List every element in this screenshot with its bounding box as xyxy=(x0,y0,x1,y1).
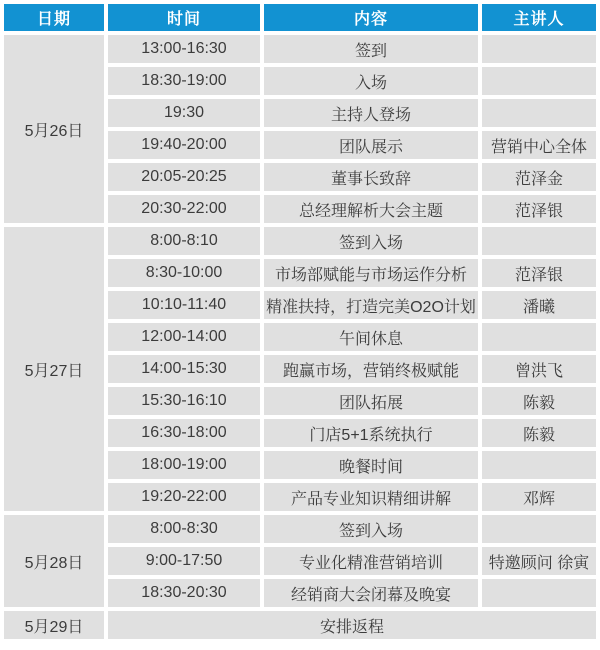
speaker-cell: 陈毅 xyxy=(482,419,596,447)
time-cell: 18:30-19:00 xyxy=(108,67,260,95)
speaker-cell xyxy=(482,67,596,95)
time-cell: 14:00-15:30 xyxy=(108,355,260,383)
content-cell: 团队拓展 xyxy=(264,387,478,415)
speaker-cell xyxy=(482,451,596,479)
speaker-cell xyxy=(482,227,596,255)
content-cell: 市场部赋能与市场运作分析 xyxy=(264,259,478,287)
speaker-cell: 曾洪飞 xyxy=(482,355,596,383)
speaker-cell xyxy=(482,515,596,543)
content-cell: 总经理解析大会主题 xyxy=(264,195,478,223)
speaker-cell: 范泽银 xyxy=(482,259,596,287)
content-cell: 主持人登场 xyxy=(264,99,478,127)
time-cell: 19:20-22:00 xyxy=(108,483,260,511)
speaker-cell xyxy=(482,35,596,63)
schedule-row xyxy=(4,515,596,543)
content-cell: 午间休息 xyxy=(264,323,478,351)
speaker-cell: 陈毅 xyxy=(482,387,596,415)
schedule-row xyxy=(4,611,596,639)
time-cell: 10:10-11:40 xyxy=(108,291,260,319)
header-date: 日期 xyxy=(4,4,104,31)
content-cell: 产品专业知识精细讲解 xyxy=(264,483,478,511)
content-cell: 门店5+1系统执行 xyxy=(264,419,478,447)
time-cell: 20:30-22:00 xyxy=(108,195,260,223)
speaker-cell xyxy=(482,323,596,351)
speaker-cell: 特邀顾问 徐寅 xyxy=(482,547,596,575)
content-cell: 入场 xyxy=(264,67,478,95)
header-speaker: 主讲人 xyxy=(482,4,596,31)
content-cell: 团队展示 xyxy=(264,131,478,159)
speaker-cell: 营销中心全体 xyxy=(482,131,596,159)
schedule-body xyxy=(4,35,596,639)
speaker-cell xyxy=(482,99,596,127)
header-row xyxy=(4,4,596,31)
time-cell: 13:00-16:30 xyxy=(108,35,260,63)
time-cell: 20:05-20:25 xyxy=(108,163,260,191)
content-cell: 签到入场 xyxy=(264,227,478,255)
speaker-cell: 范泽银 xyxy=(482,195,596,223)
time-cell: 12:00-14:00 xyxy=(108,323,260,351)
merged-content-cell: 安排返程 xyxy=(108,611,596,639)
speaker-cell: 范泽金 xyxy=(482,163,596,191)
date-cell: 5月26日 xyxy=(4,35,104,223)
schedule-row xyxy=(4,227,596,255)
date-cell: 5月28日 xyxy=(4,515,104,607)
time-cell: 18:30-20:30 xyxy=(108,579,260,607)
time-cell: 19:30 xyxy=(108,99,260,127)
time-cell: 15:30-16:10 xyxy=(108,387,260,415)
content-cell: 精准扶持，打造完美O2O计划 xyxy=(264,291,478,319)
content-cell: 专业化精准营销培训 xyxy=(264,547,478,575)
header-time: 时间 xyxy=(108,4,260,31)
time-cell: 8:30-10:00 xyxy=(108,259,260,287)
time-cell: 18:00-19:00 xyxy=(108,451,260,479)
time-cell: 8:00-8:10 xyxy=(108,227,260,255)
time-cell: 19:40-20:00 xyxy=(108,131,260,159)
content-cell: 签到入场 xyxy=(264,515,478,543)
time-cell: 9:00-17:50 xyxy=(108,547,260,575)
content-cell: 经销商大会闭幕及晚宴 xyxy=(264,579,478,607)
speaker-cell: 潘曦 xyxy=(482,291,596,319)
content-cell: 跑赢市场，营销终极赋能 xyxy=(264,355,478,383)
speaker-cell xyxy=(482,579,596,607)
schedule-row xyxy=(4,35,596,63)
content-cell: 董事长致辞 xyxy=(264,163,478,191)
speaker-cell: 邓辉 xyxy=(482,483,596,511)
header-content: 内容 xyxy=(264,4,478,31)
content-cell: 晚餐时间 xyxy=(264,451,478,479)
date-cell: 5月27日 xyxy=(4,227,104,511)
content-cell: 签到 xyxy=(264,35,478,63)
date-cell: 5月29日 xyxy=(4,611,104,639)
time-cell: 16:30-18:00 xyxy=(108,419,260,447)
time-cell: 8:00-8:30 xyxy=(108,515,260,543)
